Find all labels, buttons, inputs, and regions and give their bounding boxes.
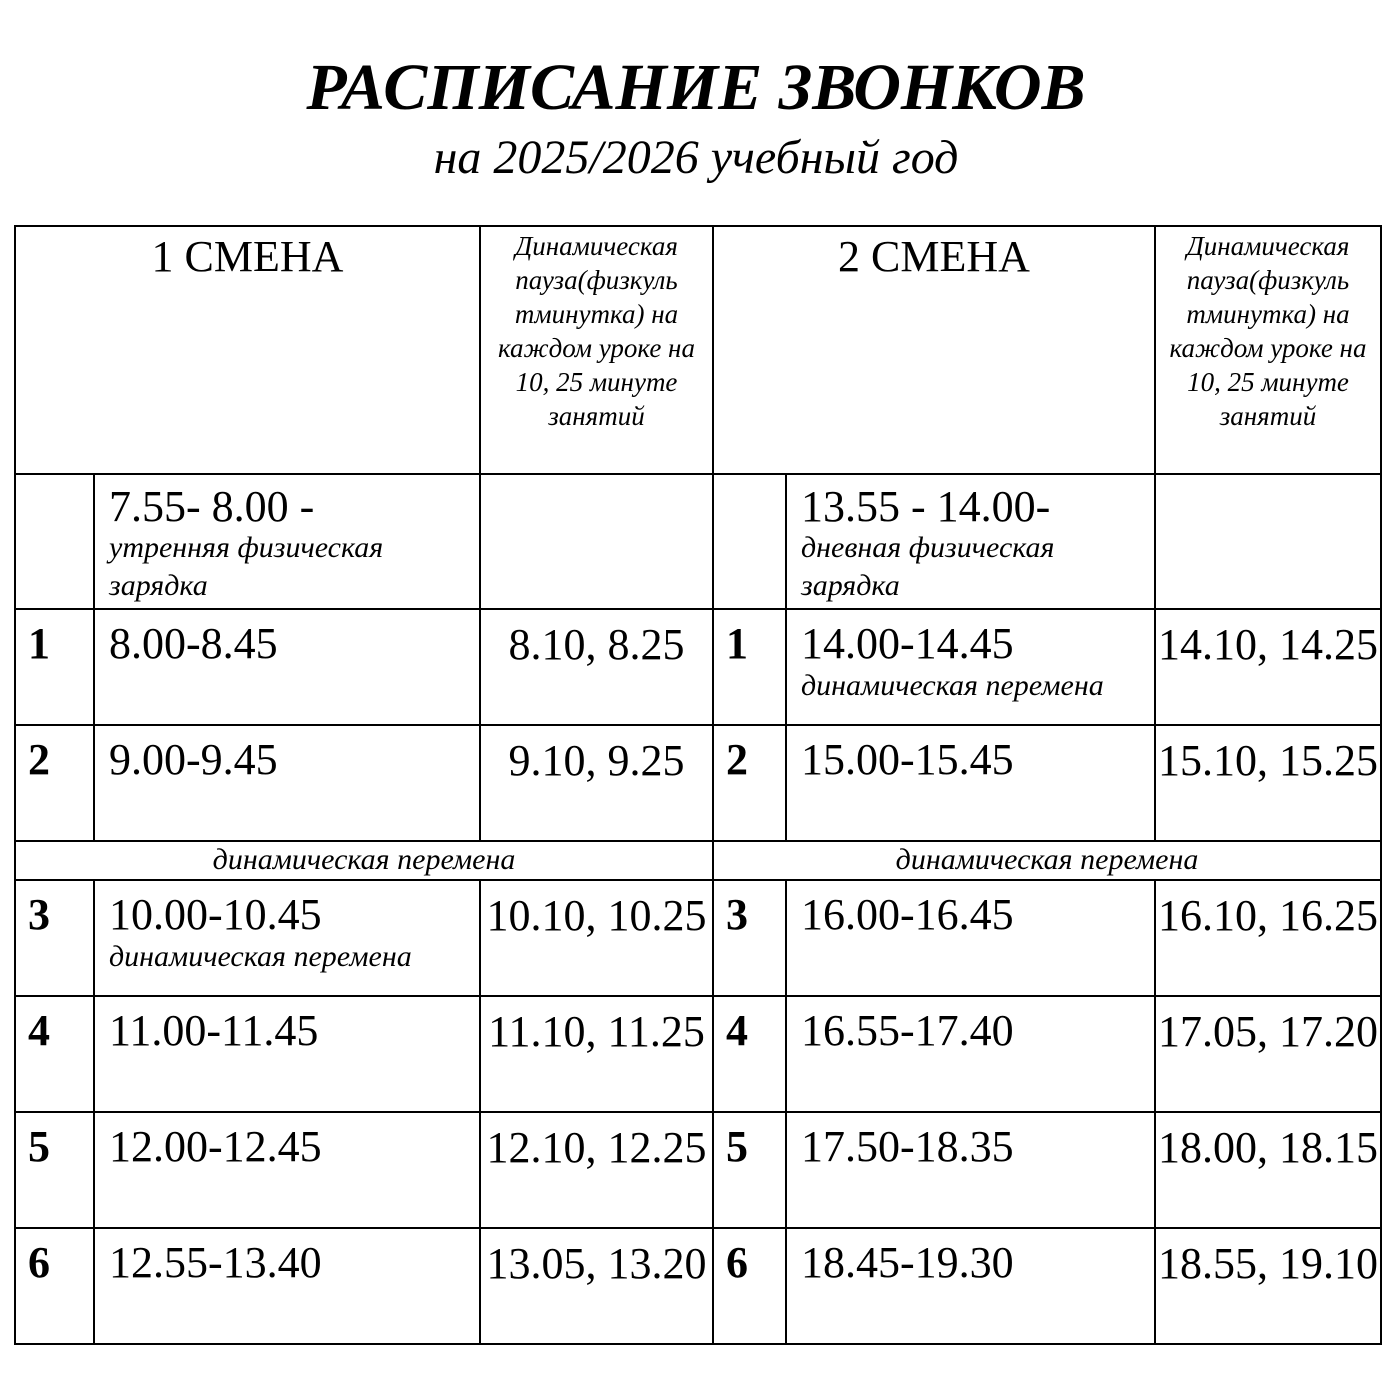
shift2-pause-times: 18.00, 18.15 <box>1155 1112 1381 1228</box>
schedule-table <box>14 225 1382 1345</box>
shift1-morning-note: утренняя физическая зарядка <box>109 531 384 602</box>
shift1-break-label: динамическая перемена <box>15 841 713 880</box>
shift1-lesson-time: 9.00-9.45 <box>109 735 278 784</box>
shift2-lesson-number: 5 <box>713 1112 786 1228</box>
shift2-header: 2 СМЕНА <box>713 226 1155 474</box>
empty-cell <box>1155 474 1381 609</box>
shift2-lesson-time-cell <box>786 725 1155 841</box>
shift1-lesson-number: 3 <box>15 880 94 996</box>
shift2-morning-note: дневная физическая зарядка <box>801 531 1055 602</box>
shift2-pause-times: 15.10, 15.25 <box>1155 725 1381 841</box>
shift2-break-label: динамическая перемена <box>713 841 1381 880</box>
shift1-lesson-time-cell <box>94 996 480 1112</box>
shift2-lesson-time: 14.00-14.45 <box>801 619 1014 668</box>
shift1-lesson-time: 11.00-11.45 <box>109 1006 319 1055</box>
shift1-lesson-time-cell <box>94 1228 480 1344</box>
page-subtitle: на 2025/2026 учебный год <box>433 131 959 184</box>
shift1-lesson-time: 10.00-10.45 <box>109 890 322 939</box>
shift1-pause-header: Динамическая пауза(физкуль тминутка) на каждом уроке на 10, 25 минуте занятий <box>480 226 713 474</box>
shift2-lesson-number: 3 <box>713 880 786 996</box>
shift2-lesson-time-cell <box>786 1112 1155 1228</box>
shift1-morning-time: 7.55- 8.00 - <box>109 482 315 531</box>
shift2-lesson-time-cell <box>786 880 1155 996</box>
shift2-lesson-number: 1 <box>713 609 786 725</box>
shift2-lesson-time: 18.45-19.30 <box>801 1238 1014 1287</box>
shift2-lesson-time: 16.55-17.40 <box>801 1006 1014 1055</box>
shift1-lesson-number: 6 <box>15 1228 94 1344</box>
lesson-row <box>15 725 1381 841</box>
shift2-lesson-number: 6 <box>713 1228 786 1344</box>
shift1-lesson-time-cell <box>94 1112 480 1228</box>
header-row <box>15 226 1381 474</box>
shift2-pause-times: 18.55, 19.10 <box>1155 1228 1381 1344</box>
empty-cell <box>480 474 713 609</box>
shift2-lesson-number: 4 <box>713 996 786 1112</box>
shift2-lesson-time: 17.50-18.35 <box>801 1122 1014 1171</box>
shift2-lesson-note: динамическая перемена <box>801 669 1104 702</box>
shift1-lesson-number: 4 <box>15 996 94 1112</box>
page-title: РАСПИСАНИЕ ЗВОНКОВ <box>306 51 1086 124</box>
shift2-lesson-time: 16.00-16.45 <box>801 890 1014 939</box>
shift2-lesson-time: 15.00-15.45 <box>801 735 1014 784</box>
shift1-lesson-note: динамическая перемена <box>109 940 412 973</box>
shift1-morning-cell <box>94 474 480 609</box>
shift2-morning-time: 13.55 - 14.00- <box>801 482 1051 531</box>
shift2-pause-times: 17.05, 17.20 <box>1155 996 1381 1112</box>
shift2-pause-times: 16.10, 16.25 <box>1155 880 1381 996</box>
shift1-lesson-time: 8.00-8.45 <box>109 619 278 668</box>
shift1-lesson-time-cell <box>94 880 480 996</box>
shift1-lesson-number: 1 <box>15 609 94 725</box>
shift1-lesson-number: 2 <box>15 725 94 841</box>
shift2-lesson-time-cell <box>786 1228 1155 1344</box>
shift2-pause-header: Динамическая пауза(физкуль тминутка) на каждом уроке на 10, 25 минуте занятий <box>1155 226 1381 474</box>
lesson-row <box>15 880 1381 996</box>
shift2-pause-times: 14.10, 14.25 <box>1155 609 1381 725</box>
shift1-pause-times: 9.10, 9.25 <box>480 725 713 841</box>
shift2-lesson-number: 2 <box>713 725 786 841</box>
shift1-lesson-time-cell <box>94 725 480 841</box>
lesson-row <box>15 1112 1381 1228</box>
shift2-lesson-time-cell <box>786 996 1155 1112</box>
lesson-row <box>15 1228 1381 1344</box>
empty-cell <box>713 474 786 609</box>
shift1-pause-times: 11.10, 11.25 <box>480 996 713 1112</box>
morning-exercise-row <box>15 474 1381 609</box>
empty-cell <box>15 474 94 609</box>
shift1-lesson-time: 12.00-12.45 <box>109 1122 322 1171</box>
shift1-lesson-number: 5 <box>15 1112 94 1228</box>
lesson-row <box>15 996 1381 1112</box>
shift1-lesson-time: 12.55-13.40 <box>109 1238 322 1287</box>
shift1-header: 1 СМЕНА <box>15 226 480 474</box>
shift1-pause-times: 10.10, 10.25 <box>480 880 713 996</box>
shift2-lesson-time-cell <box>786 609 1155 725</box>
break-row <box>15 841 1381 880</box>
shift2-morning-cell <box>786 474 1155 609</box>
shift1-pause-times: 13.05, 13.20 <box>480 1228 713 1344</box>
shift1-pause-times: 12.10, 12.25 <box>480 1112 713 1228</box>
shift1-lesson-time-cell <box>94 609 480 725</box>
lesson-row <box>15 609 1381 725</box>
shift1-pause-times: 8.10, 8.25 <box>480 609 713 725</box>
